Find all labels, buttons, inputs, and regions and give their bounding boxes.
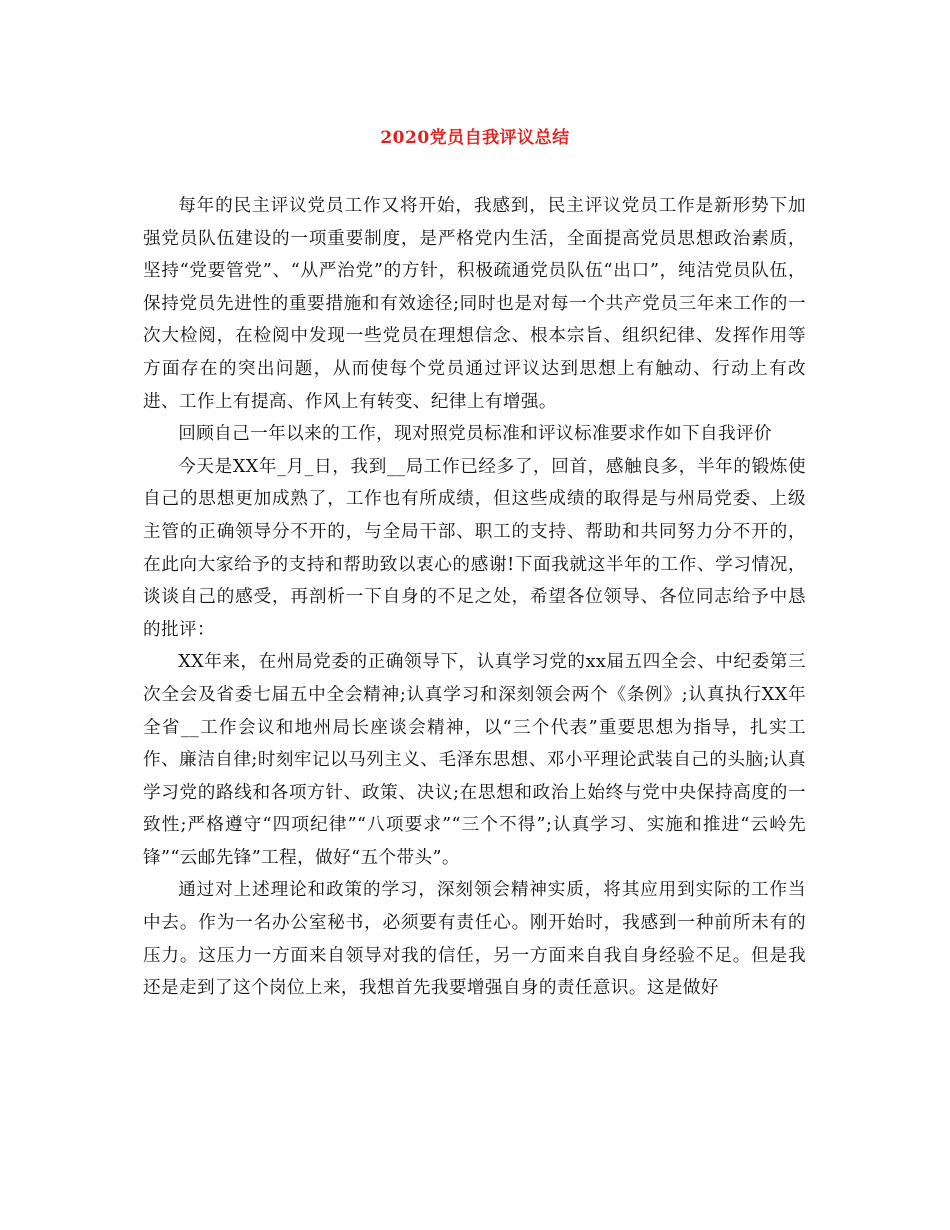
paragraph: 通过对上述理论和政策的学习，深刻领会精神实质，将其应用到实际的工作当中去。作为一名办公室秘书，必须要有责任心。刚开始时，我感到一种前所未有的压力。这压力一方面来自领导对我的信任，另一方面来自我自身经验不足。但是我还是走到了这个岗位上来，我想首先我要增强自身的责任意识。这是做好: [143, 880, 806, 999]
paragraph: 每年的民主评议党员工作又将开始，我感到，民主评议党员工作是新形势下加强党员队伍建设的一项重要制度，是严格党内生活，全面提高党员思想政治素质，坚持“党要管党”、“从严治党”的方针，积极疏通党员队伍“出口”，纯洁党员队伍，保持党员先进性的重要措施和有效途径;同时也是对每一个共产党员三年来工作的一次大检阅，在检阅中发现一些党员在理想信念、根本宗旨、组织纪律、发挥作用等方面存在的突出问题，从而使每个党员通过评议达到思想上有触动、行动上有改进、工作上有提高、作风上有转变、纪律上有增强。: [143, 196, 806, 412]
document-title: 2020党员自我评议总结: [380, 128, 570, 148]
paragraph: 回顾自己一年以来的工作，现对照党员标准和评议标准要求作如下自我评价: [178, 424, 772, 445]
paragraph: XX年来，在州局党委的正确领导下，认真学习党的xx届五四全会、中纪委第三次全会及省委七届五中全会精神;认真学习和深刻领会两个《条例》;认真执行XX年全省__工作会议和地州局长座谈会精神，以“三个代表”重要思想为指导，扎实工作、廉洁自律;时刻牢记以马列主义、毛泽东思想、邓小平理论武装自己的头脑;认真学习党的路线和各项方针、政策、决议;在思想和政治上始终与党中央保持高度的一致性;严格遵守“四项纪律”“八项要求”“三个不得”;认真学习、实施和推进“云岭先锋”“云邮先锋”工程，做好“五个带头”。: [143, 652, 806, 868]
paragraph: 今天是XX年_月_日，我到__局工作已经多了，回首，感触良多，半年的锻炼使自己的思想更加成熟了，工作也有所成绩，但这些成绩的取得是与州局党委、上级主管的正确领导分不开的，与全局干部、职工的支持、帮助和共同努力分不开的，在此向大家给予的支持和帮助致以衷心的感谢!下面我就这半年的工作、学习情况，谈谈自己的感受，再剖析一下自身的不足之处，希望各位领导、各位同志给予中恳的批评：: [143, 456, 806, 640]
document-body: [143, 190, 806, 1005]
